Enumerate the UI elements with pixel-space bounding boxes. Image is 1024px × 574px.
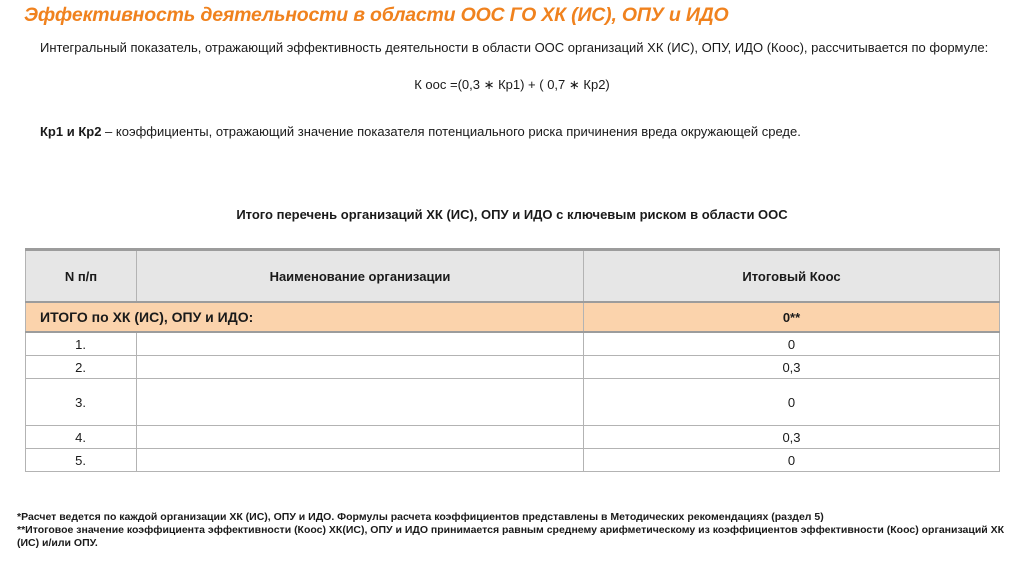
- table-row: [26, 449, 1000, 472]
- row-organization-name: [137, 356, 584, 379]
- footnotes: [17, 511, 1012, 550]
- row-koos-value: 0,3: [584, 356, 1000, 379]
- header-final-koos: Итоговый Коос: [584, 250, 1000, 303]
- row-koos-value: 0,3: [584, 426, 1000, 449]
- header-organization-name: Наименование организации: [137, 250, 584, 303]
- table-header-row: [26, 250, 1000, 303]
- row-number: 2.: [26, 356, 137, 379]
- footnote-2: **Итоговое значение коэффициента эффективности (Коос) ХК(ИС), ОПУ и ИДО принимается равным среднему арифметическому из коэффициентов эффективности (Коос) организаций ХК (ИС) и/или ОПУ.: [17, 524, 1005, 549]
- row-koos-value: 0: [584, 379, 1000, 426]
- row-number: 3.: [26, 379, 137, 426]
- table-row: [26, 426, 1000, 449]
- organizations-table: [25, 248, 1000, 472]
- row-organization-name: [137, 449, 584, 472]
- total-value: 0**: [584, 302, 1000, 332]
- total-label: ИТОГО по ХК (ИС), ОПУ и ИДО:: [26, 302, 584, 332]
- row-koos-value: 0: [584, 332, 1000, 356]
- page-title: Эффективность деятельности в области ООС ГО ХК (ИС), ОПУ и ИДО: [24, 4, 729, 26]
- table-row: [26, 356, 1000, 379]
- row-koos-value: 0: [584, 449, 1000, 472]
- row-number: 5.: [26, 449, 137, 472]
- total-row: [26, 302, 1000, 332]
- table-row: [26, 379, 1000, 426]
- header-number: N п/п: [26, 250, 137, 303]
- row-organization-name: [137, 426, 584, 449]
- intro-paragraph: Интегральный показатель, отражающий эффективность деятельности в области ООС организаций ХК (ИС), ОПУ, ИДО (Коос), рассчитывается по формуле:: [40, 40, 989, 55]
- row-number: 4.: [26, 426, 137, 449]
- coefficient-note: [40, 124, 801, 139]
- formula: К оос =(0,3 ∗ Кр1) + ( 0,7 ∗ Кр2): [414, 77, 610, 92]
- coefficient-description: – коэффициенты, отражающий значение показателя потенциального риска причинения вреда окружающей среде.: [101, 124, 801, 139]
- coefficient-term: Кр1 и Кр2: [40, 124, 102, 139]
- row-organization-name: [137, 379, 584, 426]
- row-organization-name: [137, 332, 584, 356]
- table-title: Итого перечень организаций ХК (ИС), ОПУ и ИДО с ключевым риском в области ООС: [236, 207, 788, 222]
- footnote-1: *Расчет ведется по каждой организации ХК (ИС), ОПУ и ИДО. Формулы расчета коэффициентов представлены в Методических рекомендациях (раздел 5): [17, 511, 824, 523]
- row-number: 1.: [26, 332, 137, 356]
- table-row: [26, 332, 1000, 356]
